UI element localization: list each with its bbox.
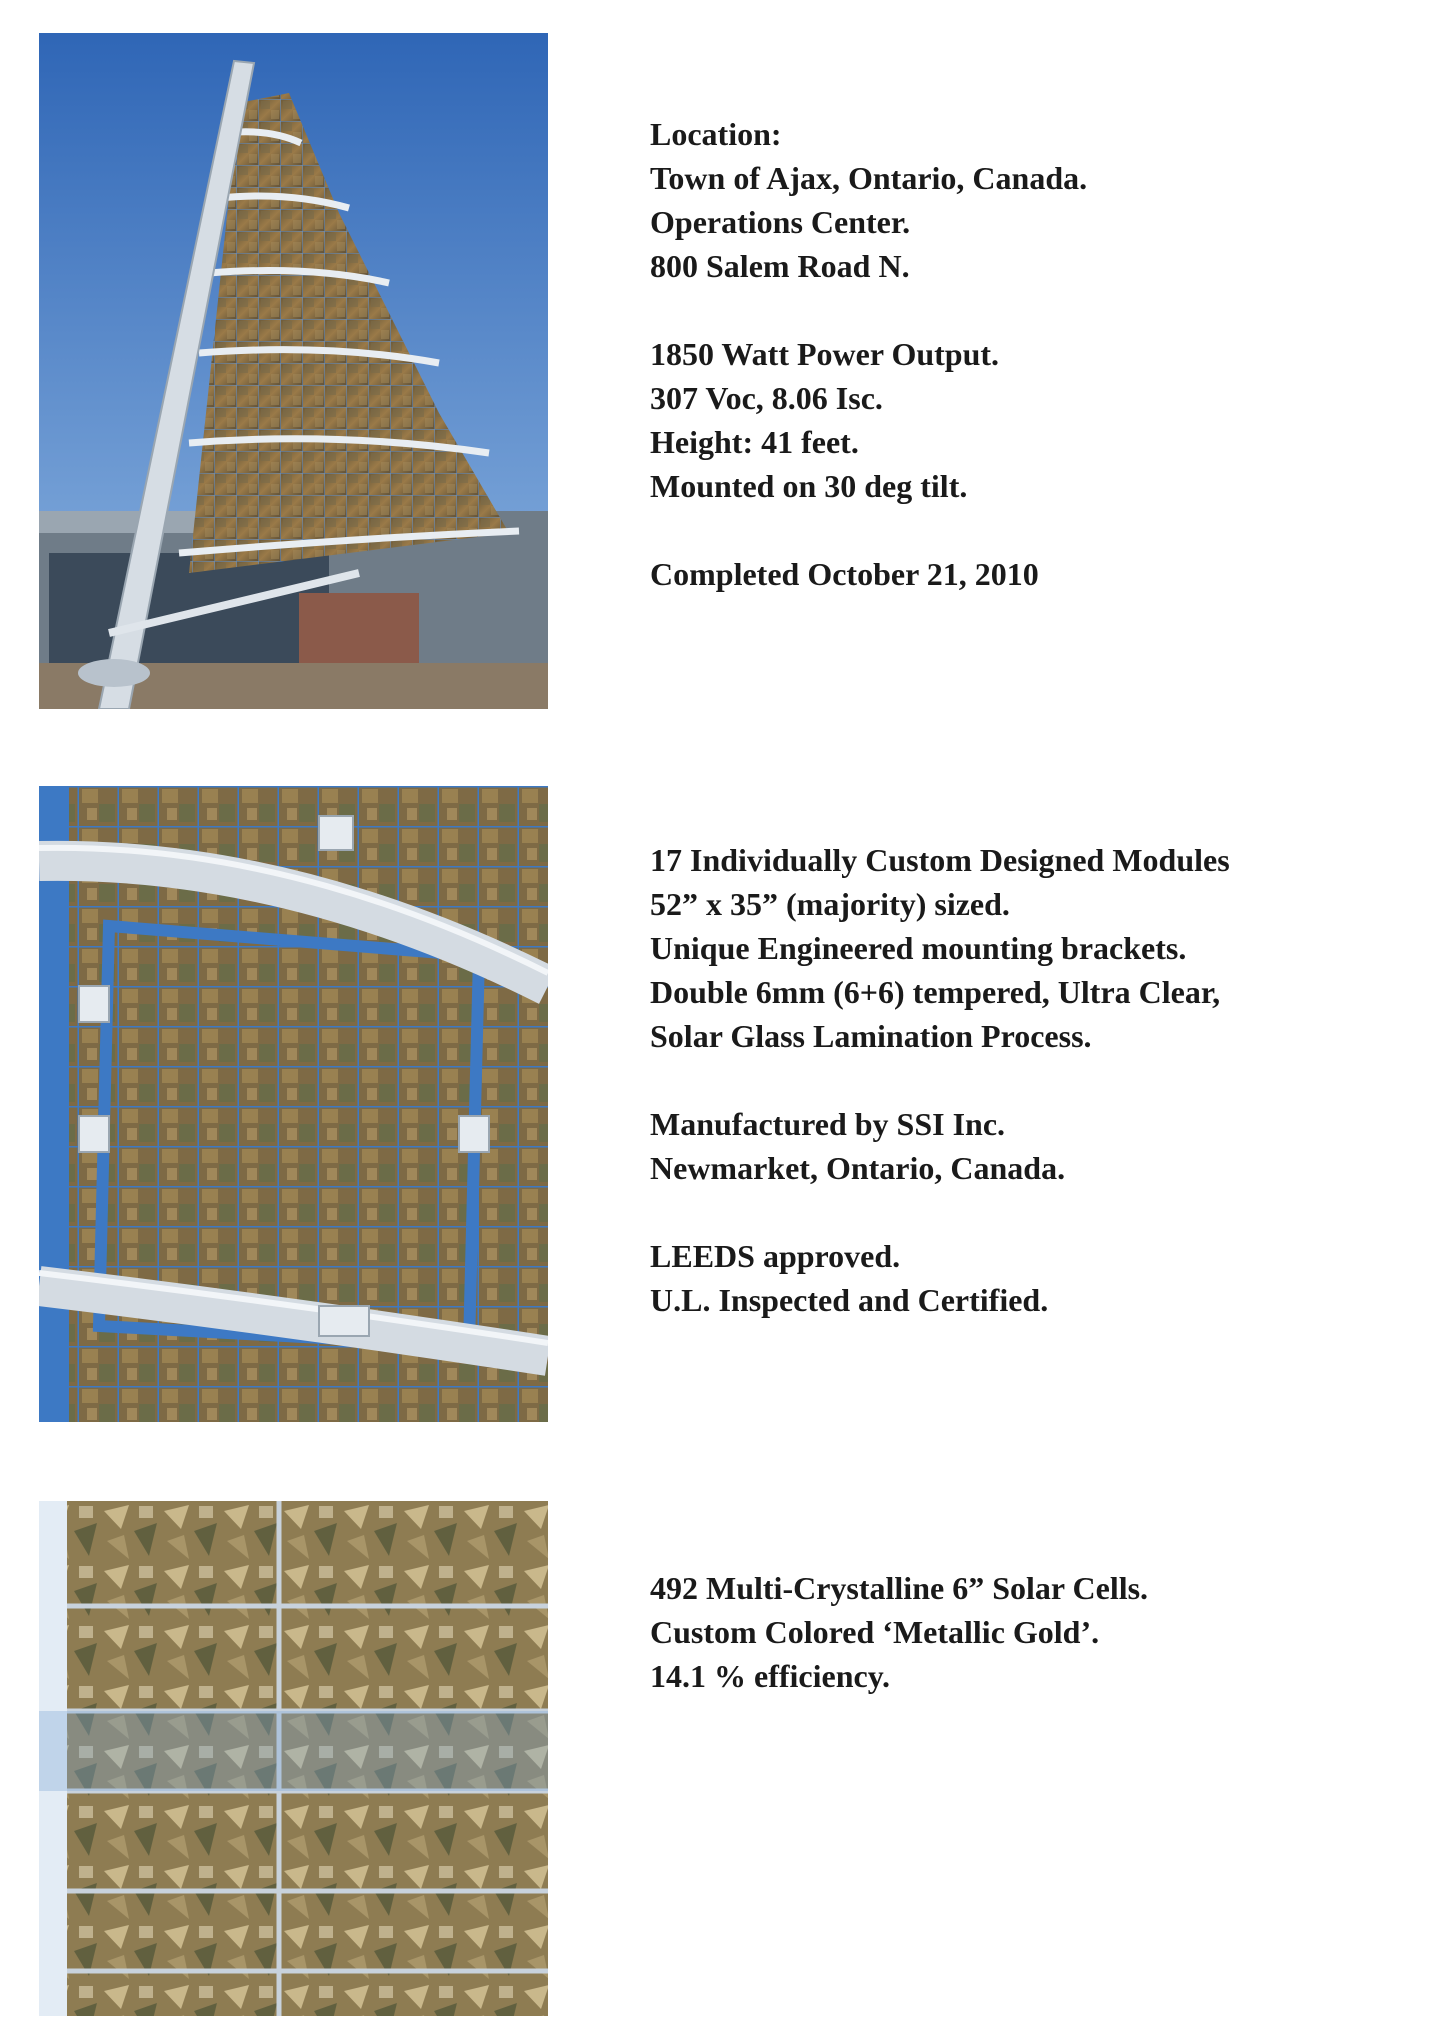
completion-date: Completed October 21, 2010 [650, 556, 1039, 592]
spec-tilt: Mounted on 30 deg tilt. [650, 468, 968, 504]
cells-efficiency: 14.1 % efficiency. [650, 1658, 890, 1694]
module-details-text [650, 838, 1230, 1322]
photo-solar-sail-structure [39, 33, 548, 709]
manufacturer-location: Newmarket, Ontario, Canada. [650, 1150, 1066, 1186]
location-facility: Operations Center. [650, 204, 911, 240]
photo-solar-cells-closeup [39, 1501, 548, 2016]
spec-voltage-current: 307 Voc, 8.06 Isc. [650, 380, 883, 416]
cells-color: Custom Colored ‘Metallic Gold’. [650, 1614, 1100, 1650]
modules-lamination: Solar Glass Lamination Process. [650, 1018, 1092, 1054]
cells-count: 492 Multi-Crystalline 6” Solar Cells. [650, 1570, 1149, 1606]
cell-details-text [650, 1566, 1148, 1698]
manufacturer-name: Manufactured by SSI Inc. [650, 1106, 1006, 1142]
spec-power-output: 1850 Watt Power Output. [650, 336, 1000, 372]
photo-panel-closeup [39, 786, 548, 1422]
modules-glass: Double 6mm (6+6) tempered, Ultra Clear, [650, 974, 1221, 1010]
location-heading: Location: [650, 116, 782, 152]
certification-leeds: LEEDS approved. [650, 1238, 901, 1274]
modules-size: 52” x 35” (majority) sized. [650, 886, 1010, 922]
certification-ul: U.L. Inspected and Certified. [650, 1282, 1049, 1318]
modules-brackets: Unique Engineered mounting brackets. [650, 930, 1187, 966]
location-town: Town of Ajax, Ontario, Canada. [650, 160, 1088, 196]
location-address: 800 Salem Road N. [650, 248, 910, 284]
spec-height: Height: 41 feet. [650, 424, 859, 460]
location-and-specs-text [650, 112, 1087, 596]
modules-count: 17 Individually Custom Designed Modules [650, 842, 1230, 878]
